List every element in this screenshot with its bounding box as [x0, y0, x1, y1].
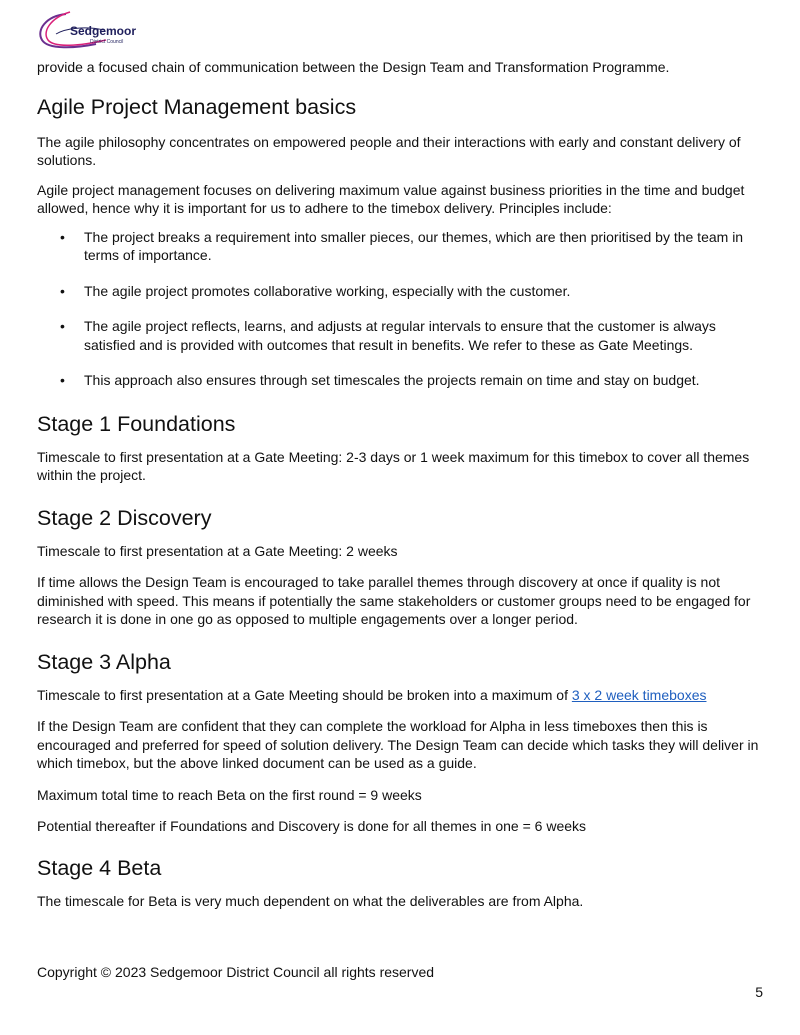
council-logo — [36, 10, 136, 54]
heading-stage-2: Stage 2 Discovery — [37, 505, 212, 530]
stage3-paragraph-3: Maximum total time to reach Beta on the first round = 9 weeks — [37, 786, 422, 803]
stage3-paragraph-4: Potential thereafter if Foundations and Discovery is done for all themes in one = 6 weeks — [37, 818, 587, 834]
stage4-paragraph-1: The timescale for Beta is very much dependent on what the deliverables are from Alpha. — [37, 892, 584, 909]
stage2-paragraph-2: If time allows the Design Team is encouraged to take parallel themes through discovery at once if quality is not diminished with speed. This means if potentially the same stakeholders or customer groups need to be engaged for research it is done in one go as opposed to multiple engagements over a longer period. — [37, 574, 751, 627]
heading-agile: Agile Project Management basics — [37, 94, 357, 119]
list-item-text: The agile project promotes collaborative working, especially with the customer. — [84, 282, 571, 299]
agile-paragraph-2: Agile project management focuses on delivering maximum value against business priorities in the time and budget allowed, hence why it is important for us to adhere to the timebox delivery. Principles include: — [37, 181, 745, 216]
stage3-paragraph-2: If the Design Team are confident that they can complete the workload for Alpha in less timeboxes then this is encouraged and preferred for speed of solution delivery. The Design Team can decide which tasks they will deliver in which timebox, but the above linked document can be used as a guide. — [37, 718, 759, 771]
heading-stage-1: Stage 1 Foundations — [37, 411, 236, 436]
bullet-icon: • — [60, 318, 65, 334]
stage3-paragraph-1 — [37, 686, 767, 705]
stage2-paragraph-1: Timescale to first presentation at a Gate Meeting: 2 weeks — [37, 542, 398, 559]
logo-brand-subtitle: District Council — [90, 39, 124, 45]
list-item — [37, 228, 767, 265]
stage1-paragraph-1: Timescale to first presentation at a Gate Meeting: 2-3 days or 1 week maximum for this timebox to cover all themes within the project. — [37, 448, 750, 483]
agile-paragraph-1: The agile philosophy concentrates on empowered people and their interactions with early and constant delivery of solutions. — [37, 133, 741, 168]
heading-stage-4: Stage 4 Beta — [37, 855, 162, 880]
timeboxes-link[interactable]: 3 x 2 week timeboxes — [571, 686, 707, 703]
stage3-paragraph-1-text: Timescale to first presentation at a Gate Meeting should be broken into a maximum of — [37, 686, 572, 703]
document-body — [37, 58, 767, 910]
footer-copyright: Copyright © 2023 Sedgemoor District Council all rights reserved — [37, 964, 435, 980]
page-number: 5 — [755, 984, 763, 1000]
list-item — [37, 371, 767, 390]
logo-brand-name: Sedgemoor — [70, 24, 137, 38]
bullet-icon: • — [60, 282, 65, 299]
heading-stage-3: Stage 3 Alpha — [37, 649, 171, 674]
bullet-icon: • — [60, 372, 65, 388]
bullet-icon: • — [60, 228, 65, 245]
list-item — [37, 317, 767, 354]
intro-paragraph: provide a focused chain of communication between the Design Team and Transformation Programme. — [37, 59, 670, 75]
list-item-text: This approach also ensures through set timescales the projects remain on time and stay on budget. — [84, 372, 700, 388]
list-item-text: The agile project reflects, learns, and adjusts at regular intervals to ensure that the customer is always satisfied and is provided with outcomes that result in benefits. We refer to these as Gate Meetings. — [84, 318, 716, 353]
list-item — [37, 282, 767, 301]
principles-list — [37, 228, 767, 390]
list-item-text: The project breaks a requirement into smaller pieces, our themes, which are then prioritised by the team in terms of importance. — [84, 228, 744, 263]
